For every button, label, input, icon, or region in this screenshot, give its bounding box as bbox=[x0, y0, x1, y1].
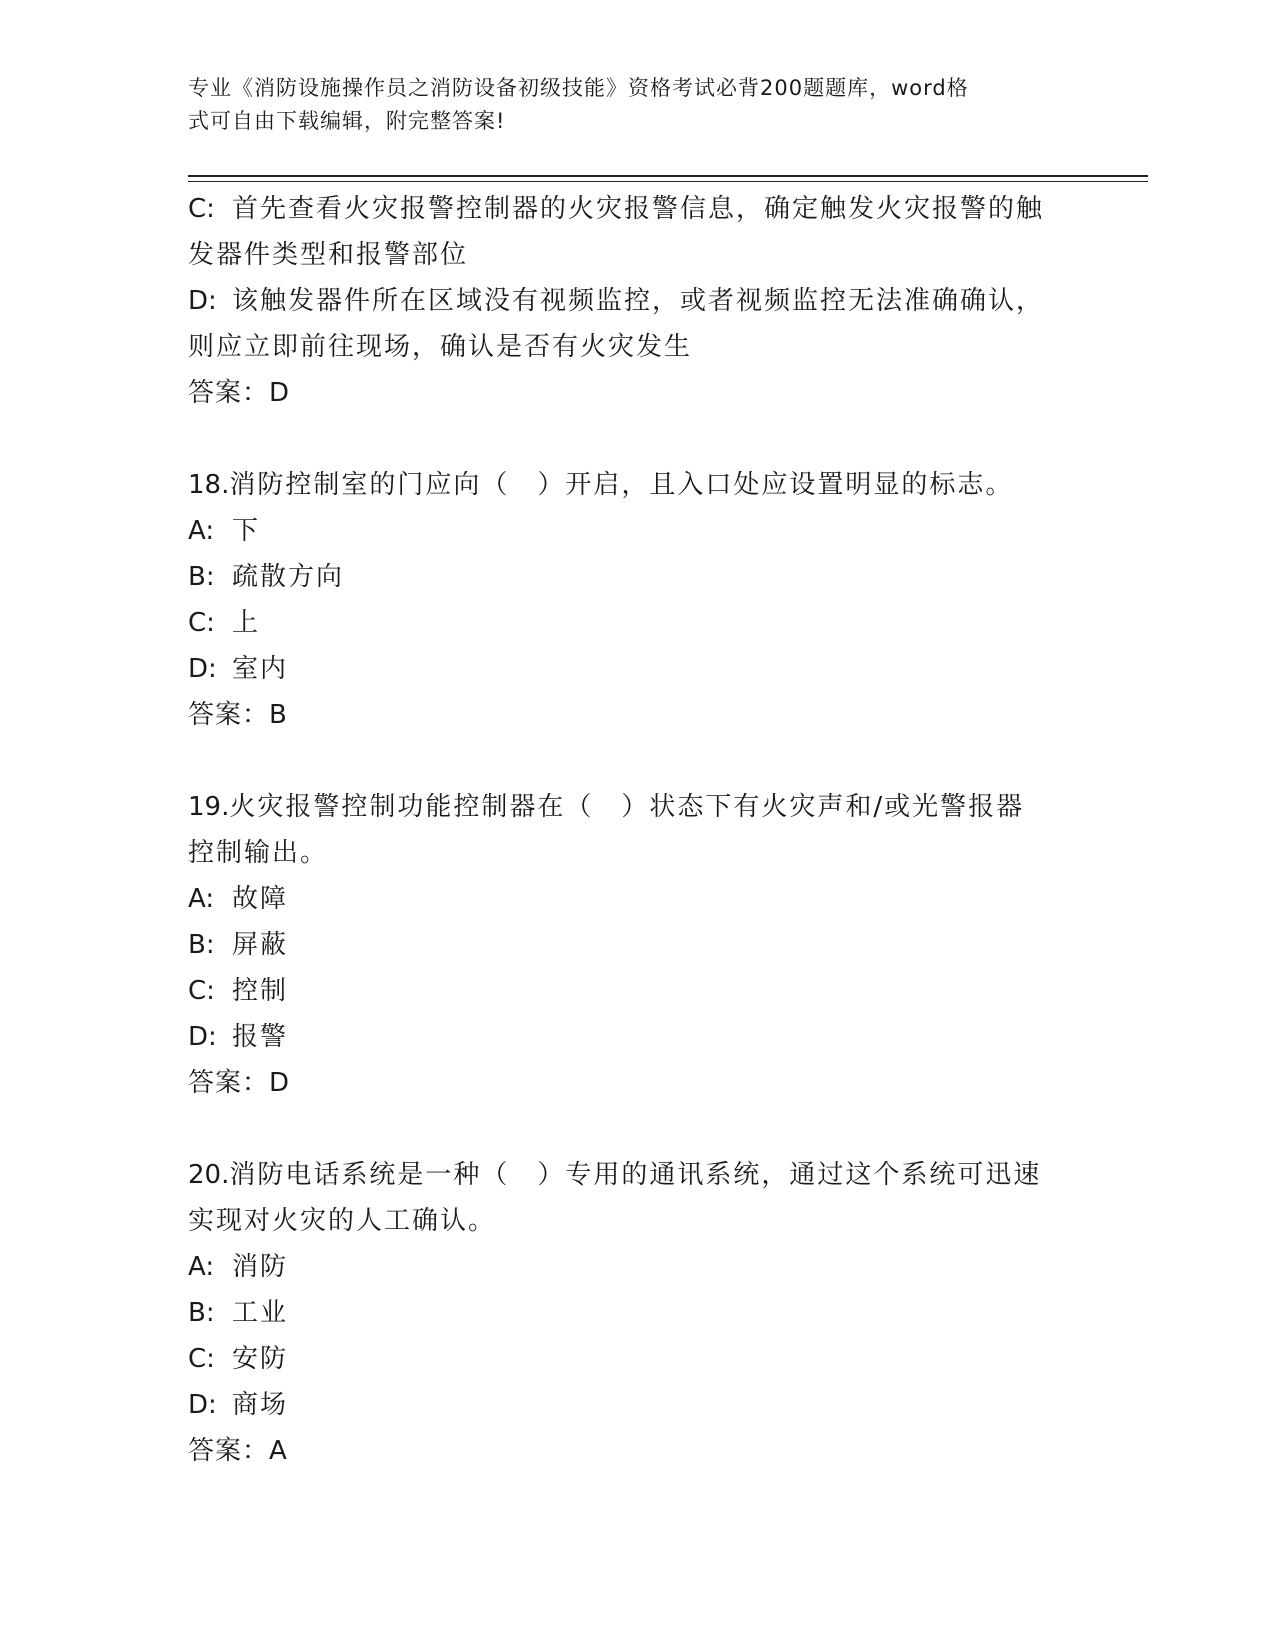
option-d bbox=[188, 1014, 1088, 1060]
spacer bbox=[188, 416, 1088, 462]
header-line-1: 专业《消防设施操作员之消防设备初级技能》资格考试必背200题题库，word格 bbox=[188, 76, 969, 100]
option-a bbox=[188, 876, 1088, 922]
option-text: 故障 bbox=[232, 884, 289, 914]
option-c bbox=[188, 186, 1088, 232]
question-20 bbox=[188, 1152, 1088, 1474]
option-letter: A: bbox=[188, 884, 215, 914]
option-b bbox=[188, 922, 1088, 968]
option-letter: C: bbox=[188, 608, 215, 638]
option-letter: D: bbox=[188, 1022, 217, 1052]
question-content bbox=[188, 186, 1088, 1474]
option-text: 消防 bbox=[232, 1252, 289, 1282]
question-stem-continued: 控制输出。 bbox=[188, 838, 329, 868]
option-text: 控制 bbox=[232, 976, 289, 1006]
question-stem-continued: 实现对火灾的人工确认。 bbox=[188, 1206, 497, 1236]
header-line-2: 式可自由下载编辑，附完整答案! bbox=[188, 109, 506, 133]
option-letter: A: bbox=[188, 516, 215, 546]
answer-line: 答案：B bbox=[188, 700, 288, 730]
option-c bbox=[188, 600, 1088, 646]
question-text: 消防电话系统是一种（ ）专用的通讯系统，通过这个系统可迅速 bbox=[229, 1160, 1042, 1190]
answer-line: 答案：D bbox=[188, 378, 291, 408]
option-text: 下 bbox=[232, 516, 261, 546]
option-text: 商场 bbox=[232, 1390, 289, 1420]
option-d bbox=[188, 278, 1088, 324]
question-stem bbox=[188, 784, 1088, 830]
option-a bbox=[188, 1244, 1088, 1290]
option-c bbox=[188, 1336, 1088, 1382]
option-d-continued: 则应立即前往现场，确认是否有火灾发生 bbox=[188, 332, 693, 362]
option-text: 工业 bbox=[232, 1298, 289, 1328]
prev-question-block bbox=[188, 186, 1088, 416]
question-text: 消防控制室的门应向（ ）开启，且入口处应设置明显的标志。 bbox=[229, 470, 1014, 500]
document-header bbox=[188, 72, 1068, 138]
option-letter: B: bbox=[188, 930, 215, 960]
option-letter: A: bbox=[188, 1252, 215, 1282]
option-d bbox=[188, 1382, 1088, 1428]
option-a bbox=[188, 508, 1088, 554]
question-18 bbox=[188, 462, 1088, 738]
option-c bbox=[188, 968, 1088, 1014]
question-number: 18. bbox=[188, 470, 230, 500]
spacer bbox=[188, 1106, 1088, 1152]
option-b bbox=[188, 1290, 1088, 1336]
option-letter: C: bbox=[188, 976, 215, 1006]
question-number: 20. bbox=[188, 1160, 230, 1190]
option-letter: D: bbox=[188, 1390, 217, 1420]
option-b bbox=[188, 554, 1088, 600]
question-19 bbox=[188, 784, 1088, 1106]
option-letter: B: bbox=[188, 562, 215, 592]
header-divider-thin bbox=[188, 181, 1148, 182]
question-number: 19. bbox=[188, 792, 230, 822]
option-text: 上 bbox=[232, 608, 261, 638]
option-text: 报警 bbox=[232, 1022, 289, 1052]
option-text: 屏蔽 bbox=[232, 930, 289, 960]
option-d bbox=[188, 646, 1088, 692]
option-letter: C: bbox=[188, 1344, 215, 1374]
option-c-continued: 发器件类型和报警部位 bbox=[188, 240, 469, 270]
option-text: 安防 bbox=[232, 1344, 289, 1374]
option-letter: D: bbox=[188, 654, 217, 684]
question-text: 火灾报警控制功能控制器在（ ）状态下有火灾声和/或光警报器 bbox=[229, 792, 1025, 822]
option-text: 该触发器件所在区域没有视频监控，或者视频监控无法准确确认， bbox=[232, 286, 1045, 316]
option-text: 疏散方向 bbox=[232, 562, 345, 592]
question-stem bbox=[188, 1152, 1088, 1198]
answer-line: 答案：D bbox=[188, 1068, 291, 1098]
option-letter: C: bbox=[188, 194, 215, 224]
option-letter: B: bbox=[188, 1298, 215, 1328]
spacer bbox=[188, 738, 1088, 784]
option-letter: D: bbox=[188, 286, 217, 316]
question-stem bbox=[188, 462, 1088, 508]
option-text: 首先查看火灾报警控制器的火灾报警信息，确定触发火灾报警的触 bbox=[232, 194, 1045, 224]
answer-line: 答案：A bbox=[188, 1436, 288, 1466]
header-divider-thick bbox=[188, 175, 1148, 177]
option-text: 室内 bbox=[232, 654, 289, 684]
